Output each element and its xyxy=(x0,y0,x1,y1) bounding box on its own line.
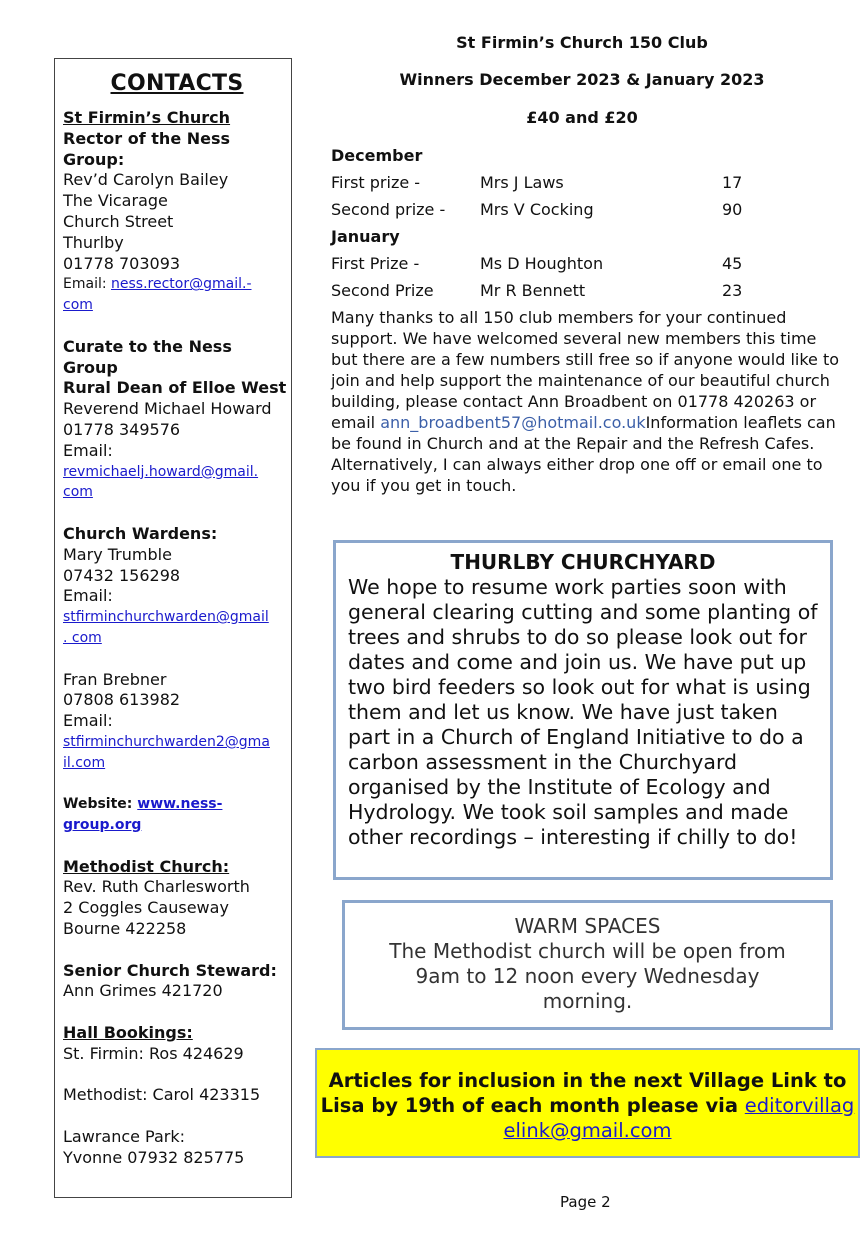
church-name: St Firmin’s Church xyxy=(63,108,231,127)
rector-title-cont: Group: xyxy=(63,149,125,169)
churchyard-body: We hope to resume work parties soon with general clearing cutting and some planting of trees and shrubs to do so please look out for dates and come and join us. We have put up two bird feeders so look out for what is using them and let us know. We have just taken part in a Church of England Initiative to do a carbon assessment in the Churchyard organised by the Institute of Ecology and Hydrology. We took soil samples and made other recordings – interesting if chilly to do! xyxy=(348,575,818,849)
hall-stfirmin: St. Firmin: Ros 424629 xyxy=(63,1043,244,1063)
rector-email-link-cont[interactable]: com xyxy=(63,297,93,314)
prize-label: First Prize - xyxy=(331,254,420,273)
club-title: St Firmin’s Church 150 Club xyxy=(456,33,708,52)
rector-name: Rev’d Carolyn Bailey xyxy=(63,170,229,190)
warden-email-label: Email: xyxy=(63,711,113,731)
curate-name: Reverend Michael Howard xyxy=(63,399,272,419)
rector-email-link[interactable]: ness.rector@gmail.- xyxy=(111,276,252,293)
curate-phone: 01778 349576 xyxy=(63,419,181,439)
rector-title: Rector of the Ness xyxy=(63,128,231,148)
curate-email-label: Email: xyxy=(63,440,113,460)
prize-label: First prize - xyxy=(331,173,421,192)
churchyard-title: THURLBY CHURCHYARD xyxy=(450,550,716,574)
december-label: December xyxy=(331,146,423,165)
club-prizes-line: £40 and £20 xyxy=(526,108,638,127)
website-link[interactable]: www.ness- xyxy=(137,796,223,813)
steward-name: Ann Grimes 421720 xyxy=(63,981,223,1001)
warden-email-label: Email: xyxy=(63,586,113,606)
articles-text: Articles for inclusion in the next Village Link to Lisa by 19th of each month please via xyxy=(320,1069,847,1117)
rector-email-row xyxy=(63,274,291,295)
warden-name: Fran Brebner xyxy=(63,669,167,689)
website-label: Website: xyxy=(63,796,138,813)
warden-email-link-cont[interactable]: . com xyxy=(63,629,102,646)
prize-label: Second Prize xyxy=(331,281,434,300)
articles-box xyxy=(315,1048,860,1158)
warden-phone: 07808 613982 xyxy=(63,690,181,710)
steward-title: Senior Church Steward: xyxy=(63,960,277,980)
winner-number: 90 xyxy=(722,200,743,219)
rector-address-line: Church Street xyxy=(63,211,174,231)
hall-lawrance: Lawrance Park: xyxy=(63,1127,186,1147)
rector-phone: 01778 703093 xyxy=(63,253,181,273)
email-label: Email: xyxy=(63,276,112,293)
winner-number: 45 xyxy=(722,254,743,273)
churchyard-box xyxy=(333,540,833,880)
thanks-email[interactable]: ann_broadbent57@hotmail.co.uk xyxy=(380,413,646,432)
warden-email-link[interactable]: stfirminchurchwarden@gmail xyxy=(63,609,269,626)
curate-title: Curate to the Ness xyxy=(63,336,232,356)
club-subtitle: Winners December 2023 & January 2023 xyxy=(399,70,765,89)
rural-dean-title: Rural Dean of Elloe West xyxy=(63,378,287,398)
methodist-title: Methodist Church: xyxy=(63,856,230,876)
rector-address-line: The Vicarage xyxy=(63,191,168,211)
page-number: Page 2 xyxy=(560,1193,611,1211)
methodist-town: Bourne 422258 xyxy=(63,919,187,939)
hall-bookings-title: Hall Bookings: xyxy=(63,1023,193,1043)
curate-email-link-cont[interactable]: com xyxy=(63,484,93,501)
winner-name: Mr R Bennett xyxy=(480,281,586,300)
winner-name: Ms D Houghton xyxy=(480,254,604,273)
wardens-title: Church Wardens: xyxy=(63,523,218,543)
hall-methodist: Methodist: Carol 423315 xyxy=(63,1085,261,1105)
warm-spaces-body: The Methodist church will be open from 9am to 12 noon every Wednesday morning. xyxy=(389,939,786,1013)
methodist-address: 2 Coggles Causeway xyxy=(63,898,229,918)
warden-email-link-cont[interactable]: il.com xyxy=(63,754,106,771)
curate-email-link[interactable]: revmichaelj.howard@gmail. xyxy=(63,463,259,480)
warden-email-link[interactable]: stfirminchurchwarden2@gma xyxy=(63,733,270,750)
january-label: January xyxy=(331,227,400,246)
rector-address-line: Thurlby xyxy=(63,232,124,252)
warden-phone: 07432 156298 xyxy=(63,565,181,585)
warden-name: Mary Trumble xyxy=(63,544,172,564)
contacts-heading: CONTACTS xyxy=(110,71,244,96)
winner-name: Mrs V Cocking xyxy=(480,200,594,219)
club-thanks-paragraph xyxy=(331,307,841,496)
thanks-text: Many thanks to all 150 club members for your continued support. We have welcomed several new members this time but there are a few numbers still free so if anyone would like to join and help support the maintenance of our beautiful church building, please contact Ann Broadbent on 01778 420263 or email xyxy=(331,308,840,432)
winner-number: 17 xyxy=(722,173,743,192)
website-row xyxy=(63,794,291,815)
thanks-text-cont: Information leaflets can be found in Church and at the Repair and the Refresh Cafes. Alternatively, I can always either drop one off or email one to you if you get in touch. xyxy=(331,413,836,495)
hall-lawrance-contact: Yvonne 07932 825775 xyxy=(63,1147,245,1167)
warm-spaces-title: WARM SPACES xyxy=(514,914,661,938)
warm-spaces-box xyxy=(342,900,833,1030)
winner-name: Mrs J Laws xyxy=(480,173,564,192)
winner-number: 23 xyxy=(722,281,743,300)
curate-title-cont: Group xyxy=(63,357,118,377)
methodist-name: Rev. Ruth Charlesworth xyxy=(63,877,250,897)
prize-label: Second prize - xyxy=(331,200,446,219)
articles-email-link[interactable]: editorvillagelink@gmail.com xyxy=(503,1094,855,1142)
website-link-cont[interactable]: group.org xyxy=(63,817,142,834)
contacts-panel xyxy=(54,58,292,1198)
